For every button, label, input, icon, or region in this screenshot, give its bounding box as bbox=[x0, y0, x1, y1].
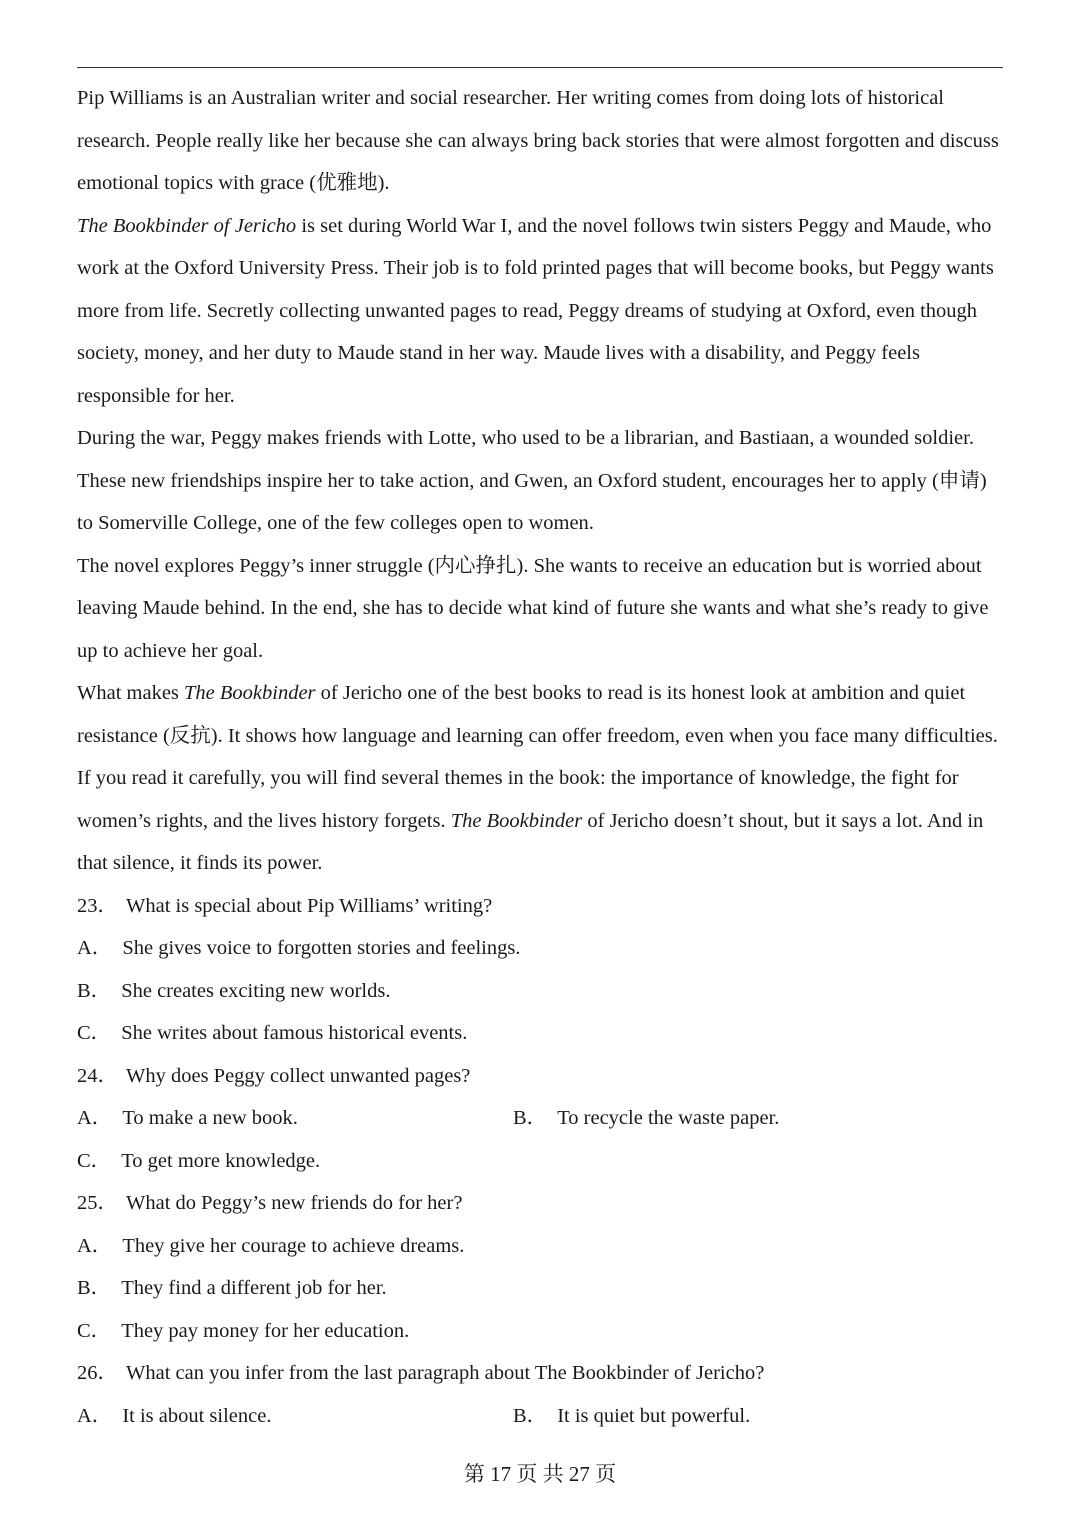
page-number-label: 第 17 页 共 27 页 bbox=[463, 1462, 617, 1486]
option-a[interactable] bbox=[77, 927, 1007, 970]
question-number: 25． bbox=[77, 1192, 118, 1214]
option-a[interactable] bbox=[77, 1395, 513, 1438]
passage-paragraph-2 bbox=[77, 205, 1007, 418]
option-text: They give her courage to achieve dreams. bbox=[122, 1234, 465, 1257]
page-content bbox=[77, 77, 1007, 1437]
option-a[interactable] bbox=[77, 1225, 1007, 1268]
question-text: What do Peggy’s new friends do for her? bbox=[126, 1192, 463, 1214]
option-letter: A． bbox=[77, 937, 113, 959]
option-text: She writes about famous historical events. bbox=[121, 1022, 468, 1044]
paragraph-text: of Jericho doesn’t shout, but it says a lot. And in that silence, it finds its power. bbox=[77, 809, 984, 874]
option-letter: A． bbox=[77, 1107, 113, 1129]
option-a[interactable] bbox=[77, 1097, 513, 1140]
book-title: The Bookbinder bbox=[450, 809, 583, 832]
option-letter: A． bbox=[77, 1404, 113, 1427]
question-stem bbox=[77, 1055, 1007, 1098]
option-text: To get more knowledge. bbox=[121, 1149, 321, 1172]
option-row bbox=[77, 1097, 1007, 1140]
option-text: It is about silence. bbox=[122, 1404, 272, 1427]
option-c[interactable] bbox=[77, 1140, 1007, 1183]
question-text: What is special about Pip Williams’ writing? bbox=[126, 894, 493, 917]
book-title: The Bookbinder of Jericho bbox=[77, 214, 297, 237]
passage-paragraph-1: Pip Williams is an Australian writer and social researcher. Her writing comes from doing lots of historical research. People really like her because she can always bring back stories that were almost forgotten and discuss emotional topics with grace (优雅地). bbox=[77, 87, 999, 194]
paragraph-text: What makes bbox=[77, 682, 185, 704]
option-letter: B． bbox=[77, 979, 112, 1002]
option-letter: C． bbox=[77, 1149, 112, 1172]
option-b[interactable] bbox=[77, 970, 1007, 1013]
question-stem bbox=[77, 885, 1007, 928]
question-number: 23． bbox=[77, 894, 118, 917]
option-c[interactable] bbox=[77, 1310, 1007, 1353]
question-25 bbox=[77, 1182, 1007, 1352]
question-stem bbox=[77, 1352, 1007, 1395]
option-letter: B． bbox=[513, 1107, 548, 1129]
page-footer bbox=[0, 1460, 1080, 1488]
option-text: To make a new book. bbox=[122, 1107, 298, 1129]
header-rule bbox=[77, 67, 1003, 68]
option-b[interactable] bbox=[513, 1395, 750, 1438]
question-stem bbox=[77, 1182, 1007, 1225]
question-number: 26． bbox=[77, 1362, 118, 1384]
option-text: To recycle the waste paper. bbox=[557, 1107, 780, 1129]
passage-paragraph-5 bbox=[77, 672, 1007, 885]
option-row bbox=[77, 1395, 1007, 1438]
question-24 bbox=[77, 1055, 1007, 1183]
option-c[interactable] bbox=[77, 1012, 1007, 1055]
option-letter: A． bbox=[77, 1234, 113, 1257]
paragraph-text: of Jericho one of the best books to read is its honest look at ambition and quiet resistance (反抗). It shows how language and learning can offer freedom, even when you face many difficulties. If you read it carefully, you will find several themes in the book: the importance of knowledge, the fight for women’s rights, and the lives history forgets. bbox=[77, 682, 998, 832]
question-23 bbox=[77, 885, 1007, 1055]
option-b[interactable] bbox=[77, 1267, 1007, 1310]
option-letter: B． bbox=[77, 1277, 112, 1299]
option-text: It is quiet but powerful. bbox=[557, 1404, 751, 1427]
question-text: Why does Peggy collect unwanted pages? bbox=[126, 1064, 471, 1087]
question-text: What can you infer from the last paragraph about The Bookbinder of Jericho? bbox=[126, 1362, 765, 1384]
question-26 bbox=[77, 1352, 1007, 1437]
question-number: 24． bbox=[77, 1064, 118, 1087]
option-letter: C． bbox=[77, 1319, 112, 1342]
option-letter: C． bbox=[77, 1022, 112, 1044]
passage-paragraph-3: During the war, Peggy makes friends with Lotte, who used to be a librarian, and Bastiaan, a wounded soldier. These new friendships inspire her to take action, and Gwen, an Oxford student, encourages her to apply (申请) to Somerville College, one of the few colleges open to women. bbox=[77, 427, 987, 534]
option-text: They pay money for her education. bbox=[121, 1319, 410, 1342]
option-b[interactable] bbox=[513, 1097, 779, 1140]
passage-paragraph-4: The novel explores Peggy’s inner struggle (内心挣扎). She wants to receive an education but is worried about leaving Maude behind. In the end, she has to decide what kind of future she wants and what she’s ready to give up to achieve her goal. bbox=[77, 554, 989, 662]
option-text: She gives voice to forgotten stories and feelings. bbox=[122, 937, 521, 959]
option-text: They find a different job for her. bbox=[121, 1277, 387, 1299]
option-text: She creates exciting new worlds. bbox=[121, 979, 391, 1002]
book-title: The Bookbinder bbox=[184, 682, 316, 704]
option-letter: B． bbox=[513, 1404, 548, 1427]
paragraph-text: is set during World War I, and the novel follows twin sisters Peggy and Maude, who work at the Oxford University Press. Their job is to fold printed pages that will become books, but Peggy wants more from life. Secretly collecting unwanted pages to read, Peggy dreams of studying at Oxford, even though society, money, and her duty to Maude stand in her way. Maude lives with a disability, and Peggy feels responsible for her. bbox=[77, 214, 994, 407]
